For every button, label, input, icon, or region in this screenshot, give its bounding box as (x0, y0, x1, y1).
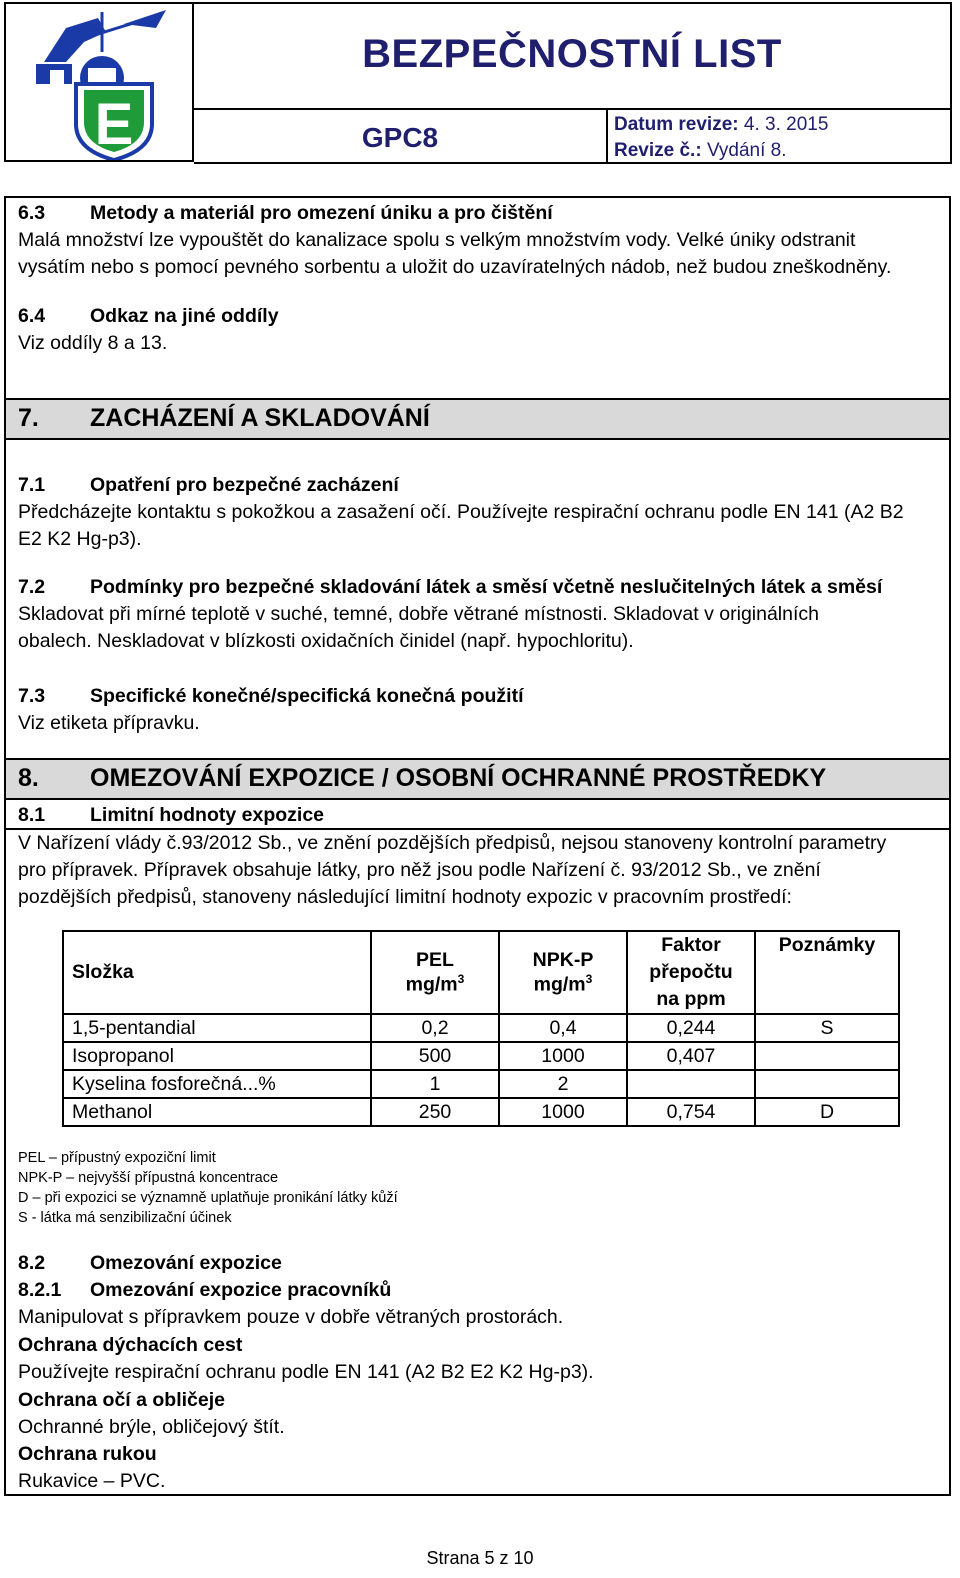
section-8-2-1-heading: 8.2.1 Omezování expozice pracovníků (18, 1279, 392, 1301)
cell-pel: 1 (371, 1070, 499, 1098)
page-number: Strana 5 z 10 (426, 1548, 534, 1568)
section-8-2-1-text: Manipulovat s přípravkem pouze v dobře větraných prostorách. (18, 1306, 564, 1328)
eye-protection-text: Ochranné brýle, obličejový štít. (18, 1416, 285, 1438)
legend-npk: NPK-P – nejvyšší přípustná koncentrace (18, 1170, 279, 1186)
table-row (63, 1042, 899, 1070)
cell-note: S (755, 1014, 899, 1042)
header-factor: Faktor přepočtu na ppm (627, 931, 755, 1014)
header-component: Složka (63, 931, 371, 1014)
document-title: BEZPEČNOSTNÍ LIST (362, 32, 782, 76)
section-6-3-text: Malá množství lze vypouštět do kanalizace spolu s velkým množstvím vody. Velké úniky odstranit (18, 229, 856, 251)
table-row (63, 1014, 899, 1042)
section-8-1-text: pro přípravek. Přípravek obsahuje látky, pro něž jsou podle Nařízení č. 93/2012 Sb., ve znění (18, 859, 821, 881)
cell-pel: 500 (371, 1042, 499, 1070)
respiratory-protection-text: Používejte respirační ochranu podle EN 141 (A2 B2 E2 K2 Hg-p3). (18, 1361, 594, 1383)
exposure-limits-table (62, 930, 900, 1127)
cell-factor: 0,244 (627, 1014, 755, 1042)
cell-component: 1,5-pentandial (63, 1014, 371, 1042)
section-7-heading: 7. ZACHÁZENÍ A SKLADOVÁNÍ (18, 404, 430, 432)
hand-protection-text: Rukavice – PVC. (18, 1470, 166, 1492)
cell-factor: 0,754 (627, 1098, 755, 1126)
section-6-3-heading: 6.3 Metody a materiál pro omezení úniku a pro čištění (18, 202, 553, 224)
cell-pel: 250 (371, 1098, 499, 1126)
cell-component: Kyselina fosforečná...% (63, 1070, 371, 1098)
legend-d: D – při expozici se významně uplatňuje pronikání látky kůží (18, 1190, 398, 1206)
section-8-heading: 8. OMEZOVÁNÍ EXPOZICE / OSOBNÍ OCHRANNÉ PROSTŘEDKY (18, 764, 827, 792)
section-7-3-text: Viz etiketa přípravku. (18, 712, 200, 734)
section-7-3-heading: 7.3 Specifické konečné/specifická konečná použití (18, 685, 524, 707)
cell-npk: 1000 (499, 1098, 627, 1126)
document-header (4, 2, 952, 164)
section-7-1-text: Předcházejte kontaktu s pokožkou a zasažení očí. Používejte respirační ochranu podle EN 141 (A2 B2 (18, 501, 904, 523)
table-row (63, 1098, 899, 1126)
cell-npk: 0,4 (499, 1014, 627, 1042)
revision-date (614, 114, 828, 136)
section-8-1-divider (6, 828, 949, 830)
section-6-4-heading: 6.4 Odkaz na jiné oddíly (18, 305, 279, 327)
section-7-2-text: Skladovat při mírné teplotě v suché, temné, dobře větrané místnosti. Skladovat v originálních (18, 603, 819, 625)
eye-protection-heading: Ochrana očí a obličeje (18, 1389, 225, 1411)
product-code-cell (194, 108, 608, 164)
revision-number (614, 140, 787, 162)
company-logo-icon (6, 4, 192, 160)
section-7-1-text: E2 K2 Hg-p3). (18, 528, 142, 550)
section-7-2-heading: 7.2 Podmínky pro bezpečné skladování látek a směsí včetně neslučitelných látek a směsí (18, 576, 883, 598)
respiratory-protection-heading: Ochrana dýchacích cest (18, 1334, 243, 1356)
section-8-1-text: V Nařízení vlády č.93/2012 Sb., ve znění pozdějších předpisů, nejsou stanoveny kontrolní parametry (18, 832, 887, 854)
cell-component: Methanol (63, 1098, 371, 1126)
revision-number-label: Revize č.: (614, 140, 702, 161)
section-8-band (6, 758, 949, 800)
cell-factor: 0,407 (627, 1042, 755, 1070)
section-7-2-text: obalech. Neskladovat v blízkosti oxidačních činidel (např. hypochloritu). (18, 630, 634, 652)
logo-letter: E (94, 92, 134, 157)
hand-protection-heading: Ochrana rukou (18, 1443, 157, 1465)
header-notes: Poznámky (755, 931, 899, 1014)
section-7-band (6, 398, 949, 440)
revision-date-value: 4. 3. 2015 (743, 114, 829, 135)
header-npk: NPK-P $mg/m^3$ (499, 931, 627, 1014)
cell-component: Isopropanol (63, 1042, 371, 1070)
table-header-row (63, 931, 899, 1014)
cell-factor (627, 1070, 755, 1098)
header-pel: PEL $mg/m^3$ (371, 931, 499, 1014)
revision-number-value: Vydání 8. (706, 140, 787, 161)
legend-s: S - látka má senzibilizační účinek (18, 1210, 232, 1226)
section-8-1-heading: 8.1 Limitní hodnoty expozice (18, 804, 325, 826)
cell-npk: 2 (499, 1070, 627, 1098)
cell-note: D (755, 1098, 899, 1126)
cell-pel: 0,2 (371, 1014, 499, 1042)
logo-cell (4, 2, 194, 162)
section-8-2-heading: 8.2 Omezování expozice (18, 1252, 282, 1274)
legend-pel: PEL – přípustný expoziční limit (18, 1150, 216, 1166)
title-cell (194, 2, 952, 110)
table-row (63, 1070, 899, 1098)
main-content (4, 196, 951, 1496)
cell-note (755, 1070, 899, 1098)
section-7-1-heading: 7.1 Opatření pro bezpečné zacházení (18, 474, 399, 496)
section-6-4-text: Viz oddíly 8 a 13. (18, 332, 168, 354)
section-8-1-text: pozdějších předpisů, stanoveny následující limitní hodnoty expozic v pracovním prostředí: (18, 886, 792, 908)
cell-npk: 1000 (499, 1042, 627, 1070)
revision-date-label: Datum revize: (614, 114, 739, 135)
product-code: GPC8 (361, 122, 439, 153)
section-6-3-text: vysátím nebo s pomocí pevného sorbentu a uložit do uzavíratelných nádob, než budou zneškodněny. (18, 256, 892, 278)
revision-cell (606, 108, 952, 164)
cell-note (755, 1042, 899, 1070)
